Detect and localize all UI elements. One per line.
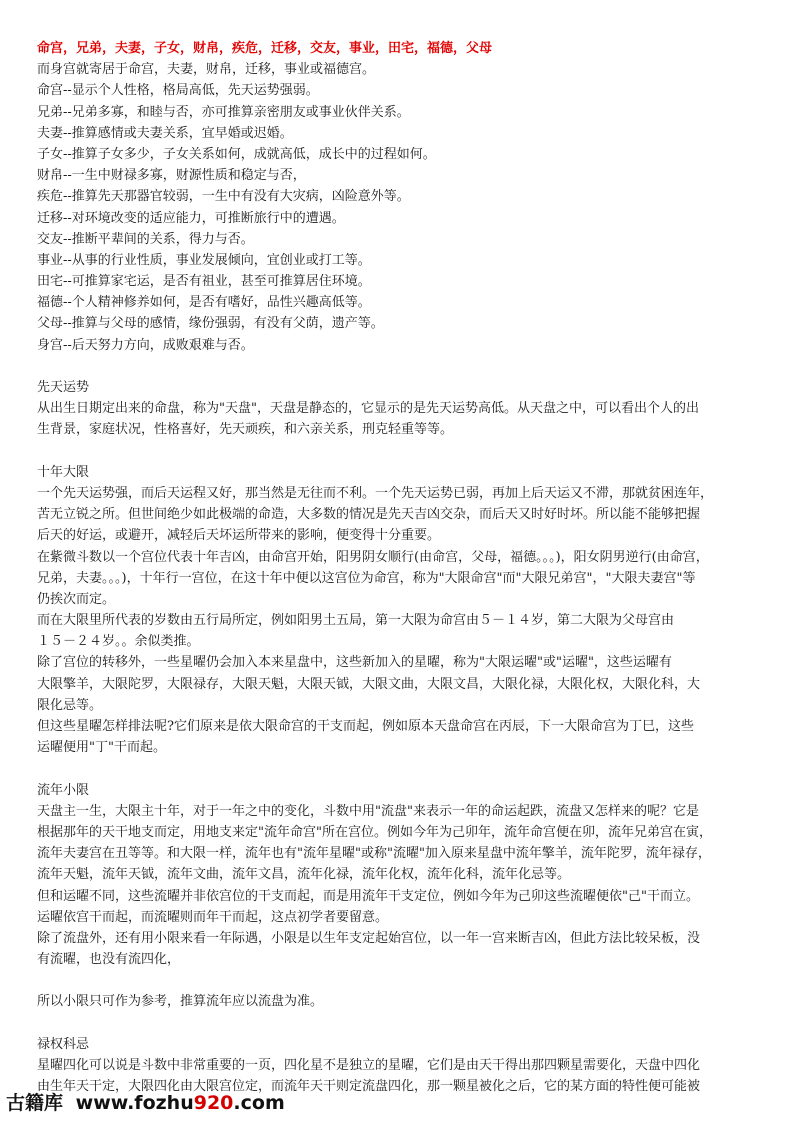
text-line: 运曜依宫干而起，而流曜则而年干而起，这点初学者要留意。 (37, 909, 389, 925)
text-line: 而在大限里所代表的岁数由五行局所定，例如阳男土五局，第一大限为命宫由５－１４岁，第二大限为父母宫由 (37, 613, 675, 629)
text-line: 夫妻--推算感情或夫妻关系，宜早婚或迟婚。 (37, 125, 293, 141)
palace-descriptions (37, 59, 757, 356)
text-line: 交友--推断平辈间的关系，得力与否。 (37, 231, 254, 247)
text-line: 父母--推算与父母的感情，缘份强弱，有没有父荫，遗产等。 (37, 316, 384, 332)
text-line: 生背景，家庭状况，性格喜好，先天顽疾，和六亲关系，刑克轻重等等。 (37, 422, 454, 438)
text-line: 子女--推算子女多少，子女关系如何，成就高低，成长中的过程如何。 (37, 146, 436, 162)
footer-site-prefix: www.fozhu (75, 1092, 194, 1114)
section-body-annual (37, 801, 757, 971)
text-line: 由生年天干定，大限四化由大限宫位定，而流年天干则定流盘四化，那一颗星被化之后，它的某方面的特性便可能被 (37, 1079, 701, 1095)
section-body-decade (37, 483, 757, 758)
section-title-decade: 十年大限 (37, 464, 90, 480)
text-line: 事业--从事的行业性质，事业发展倾向，宜创业或打工等。 (37, 252, 371, 268)
text-line: 有流曜，也没有流四化， (37, 952, 181, 968)
section-body-innate (37, 398, 757, 440)
text-line: 限化忌等。 (37, 697, 103, 713)
spacer (37, 441, 757, 462)
text-line: 但这些星曜怎样排法呢?它们原来是依大限命宫的干支而起，例如原本天盘命宫在丙辰，下一大限命宫为丁巳，这些 (37, 719, 694, 734)
text-line: 流年夫妻宫在丑等等。和大限一样，流年也有"流年星曜"或称"流曜"加入原来星盘中流年擎羊，流年陀罗，流年禄存， (37, 846, 711, 862)
text-line: 一个先天运势强，而后天运程又好，那当然是无往而不利。一个先天运势已弱，再加上后天运又不滞，那就贫困连年， (37, 485, 714, 501)
text-line: 田宅--可推算家宅运，是否有祖业，甚至可推算居住环境。 (37, 274, 371, 290)
text-line: １５－２４岁。。余似类推。 (37, 634, 200, 650)
text-line: 身宫--后天努力方向，成败艰难与否。 (37, 337, 254, 353)
text-line: 星曜四化可以说是斗数中非常重要的一页，四化星不是独立的星曜，它们是由天干得出那四颗星需要化，天盘中四化 (37, 1058, 701, 1073)
text-line: 福德--个人精神修养如何，是否有嗜好，品性兴趣高低等。 (37, 295, 371, 311)
text-line: 仍挨次而定。 (37, 591, 116, 607)
spacer (37, 1013, 757, 1034)
text-line: 根据那年的天干地支而定，用地支来定"流年命宫"所在宫位。例如今年为己卯年，流年命宫便在卯，流年兄弟宫在寅， (37, 824, 712, 840)
text-line: 流年天魁，流年天钺，流年文曲，流年文昌，流年化禄，流年化权，流年化科，流年化忌等。 (37, 867, 571, 883)
text-line: 迁移--对环境改变的适应能力，可推断旅行中的遭遇。 (37, 210, 345, 226)
text-line: 兄弟，夫妻。。。)，十年行一宫位，在这十年中便以这宫位为命宫，称为"大限命宫"而"大限兄弟宫"，"大限夫妻宫"等 (37, 570, 696, 586)
spacer (37, 758, 757, 779)
footer-site-digits: 920 (193, 1092, 234, 1114)
text-line: 除了宫位的转移外，一些星曜仍会加入本来星盘中，这些新加入的星曜，称为"大限运曜"或"运曜"，这些运曜有 (37, 655, 672, 671)
text-line: 兄弟--兄弟多寡，和睦与否，亦可推算亲密朋友或事业伙伴关系。 (37, 104, 410, 120)
text-line: 命宫--显示个人性格，格局高低，先天运势强弱。 (37, 83, 319, 99)
palace-list-heading: 命宫，兄弟，夫妻，子女，财帛，疾危，迁移，交友，事业，田宅，福德，父母 (37, 41, 493, 56)
text-line: 苦无立锐之所。但世间绝少如此极端的命造，大多数的情况是先天吉凶交杂，而后天又时好时坏。所以能不能够把握 (37, 507, 701, 523)
footer-site-suffix: .com (233, 1092, 285, 1114)
footer-watermark (6, 1088, 285, 1115)
text-line: 从出生日期定出来的命盘，称为"天盘"，天盘是静态的，它显示的是先天运势高低。从天盘之中，可以看出个人的出 (37, 401, 699, 417)
text-line: 在紫微斗数以一个宫位代表十年吉凶，由命宫开始，阳男阴女顺行(由命宫，父母，福德。。。)，阳女阴男逆行(由命宫， (37, 549, 709, 565)
text-line: 但和运曜不同，这些流曜并非依宫位的干支而起，而是用流年干支定位，例如今年为己卯这些流曜便依"己"干而立。 (37, 888, 699, 904)
text-line: 财帛--一生中财禄多寡，财源性质和稳定与否， (37, 168, 306, 184)
document-body (37, 38, 757, 1097)
spacer (37, 356, 757, 377)
section-title-transform: 禄权科忌 (37, 1036, 90, 1052)
section-body-annual-note (37, 991, 757, 1012)
footer-brand: 古籍库 (6, 1092, 64, 1114)
spacer (37, 970, 757, 991)
text-line: 疾危--推算先天那器官较弱，一生中有没有大灾病，凶险意外等。 (37, 189, 410, 205)
text-line: 大限擎羊，大限陀罗，大限禄存，大限天魁，大限天钺，大限文曲，大限文昌，大限化禄，大限化权，大限化科，大 (37, 676, 701, 692)
section-title-annual: 流年小限 (37, 782, 90, 798)
section-title-innate: 先天运势 (37, 380, 90, 395)
text-line: 天盘主一生，大限主十年，对于一年之中的变化，斗数中用"流盘"来表示一年的命运起跌，流盘又怎样来的呢？它是 (37, 803, 699, 819)
text-line: 而身宫就寄居于命宫，夫妻，财帛，迁移，事业或福德宫。 (37, 62, 376, 78)
text-line: 除了流盘外，还有用小限来看一年际遇，小限是以生年支定起始宫位，以一年一宫来断吉凶，但此方法比较呆板，没 (37, 930, 701, 946)
text-line: 后天的好运，或避开，减轻后天坏运所带来的影响，便变得十分重要。 (37, 528, 441, 544)
text-line: 运曜便用"丁"干而起。 (37, 740, 166, 756)
text-line: 所以小限只可作为参考，推算流年应以流盘为准。 (37, 994, 324, 1010)
